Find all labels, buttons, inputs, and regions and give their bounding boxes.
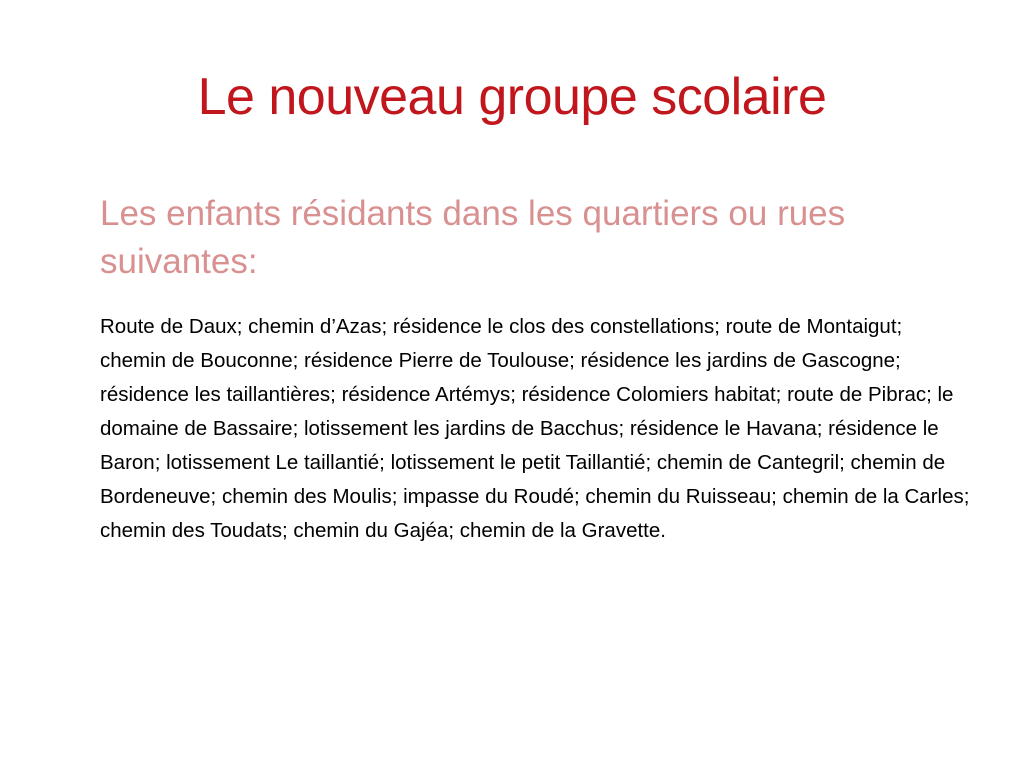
street-list: Route de Daux; chemin d’Azas; résidence le clos des constellations; route de Montaigut; chemin de Bouconne; résidence Pierre de Toulouse; résidence les jardins de Gascogne; résidence les taillantières; résidence Artémys; résidence Colomiers habitat; route de Pibrac; le domaine de Bassaire; lotissement les jardins de Bacchus; résidence le Havana; résidence le Baron; lotissement Le taillantié; lotissement le petit Taillantié; chemin de Cantegril; chemin de Bordeneuve; chemin des Moulis; impasse du Roudé; chemin du Ruisseau; chemin de la Carles; chemin des Toudats; chemin du Gajéa; chemin de la Gravette. <box>100 315 970 542</box>
slide-subtitle: Les enfants résidants dans les quartiers ou rues suivantes: <box>100 194 846 281</box>
slide-title: Le nouveau groupe scolaire <box>197 68 827 126</box>
